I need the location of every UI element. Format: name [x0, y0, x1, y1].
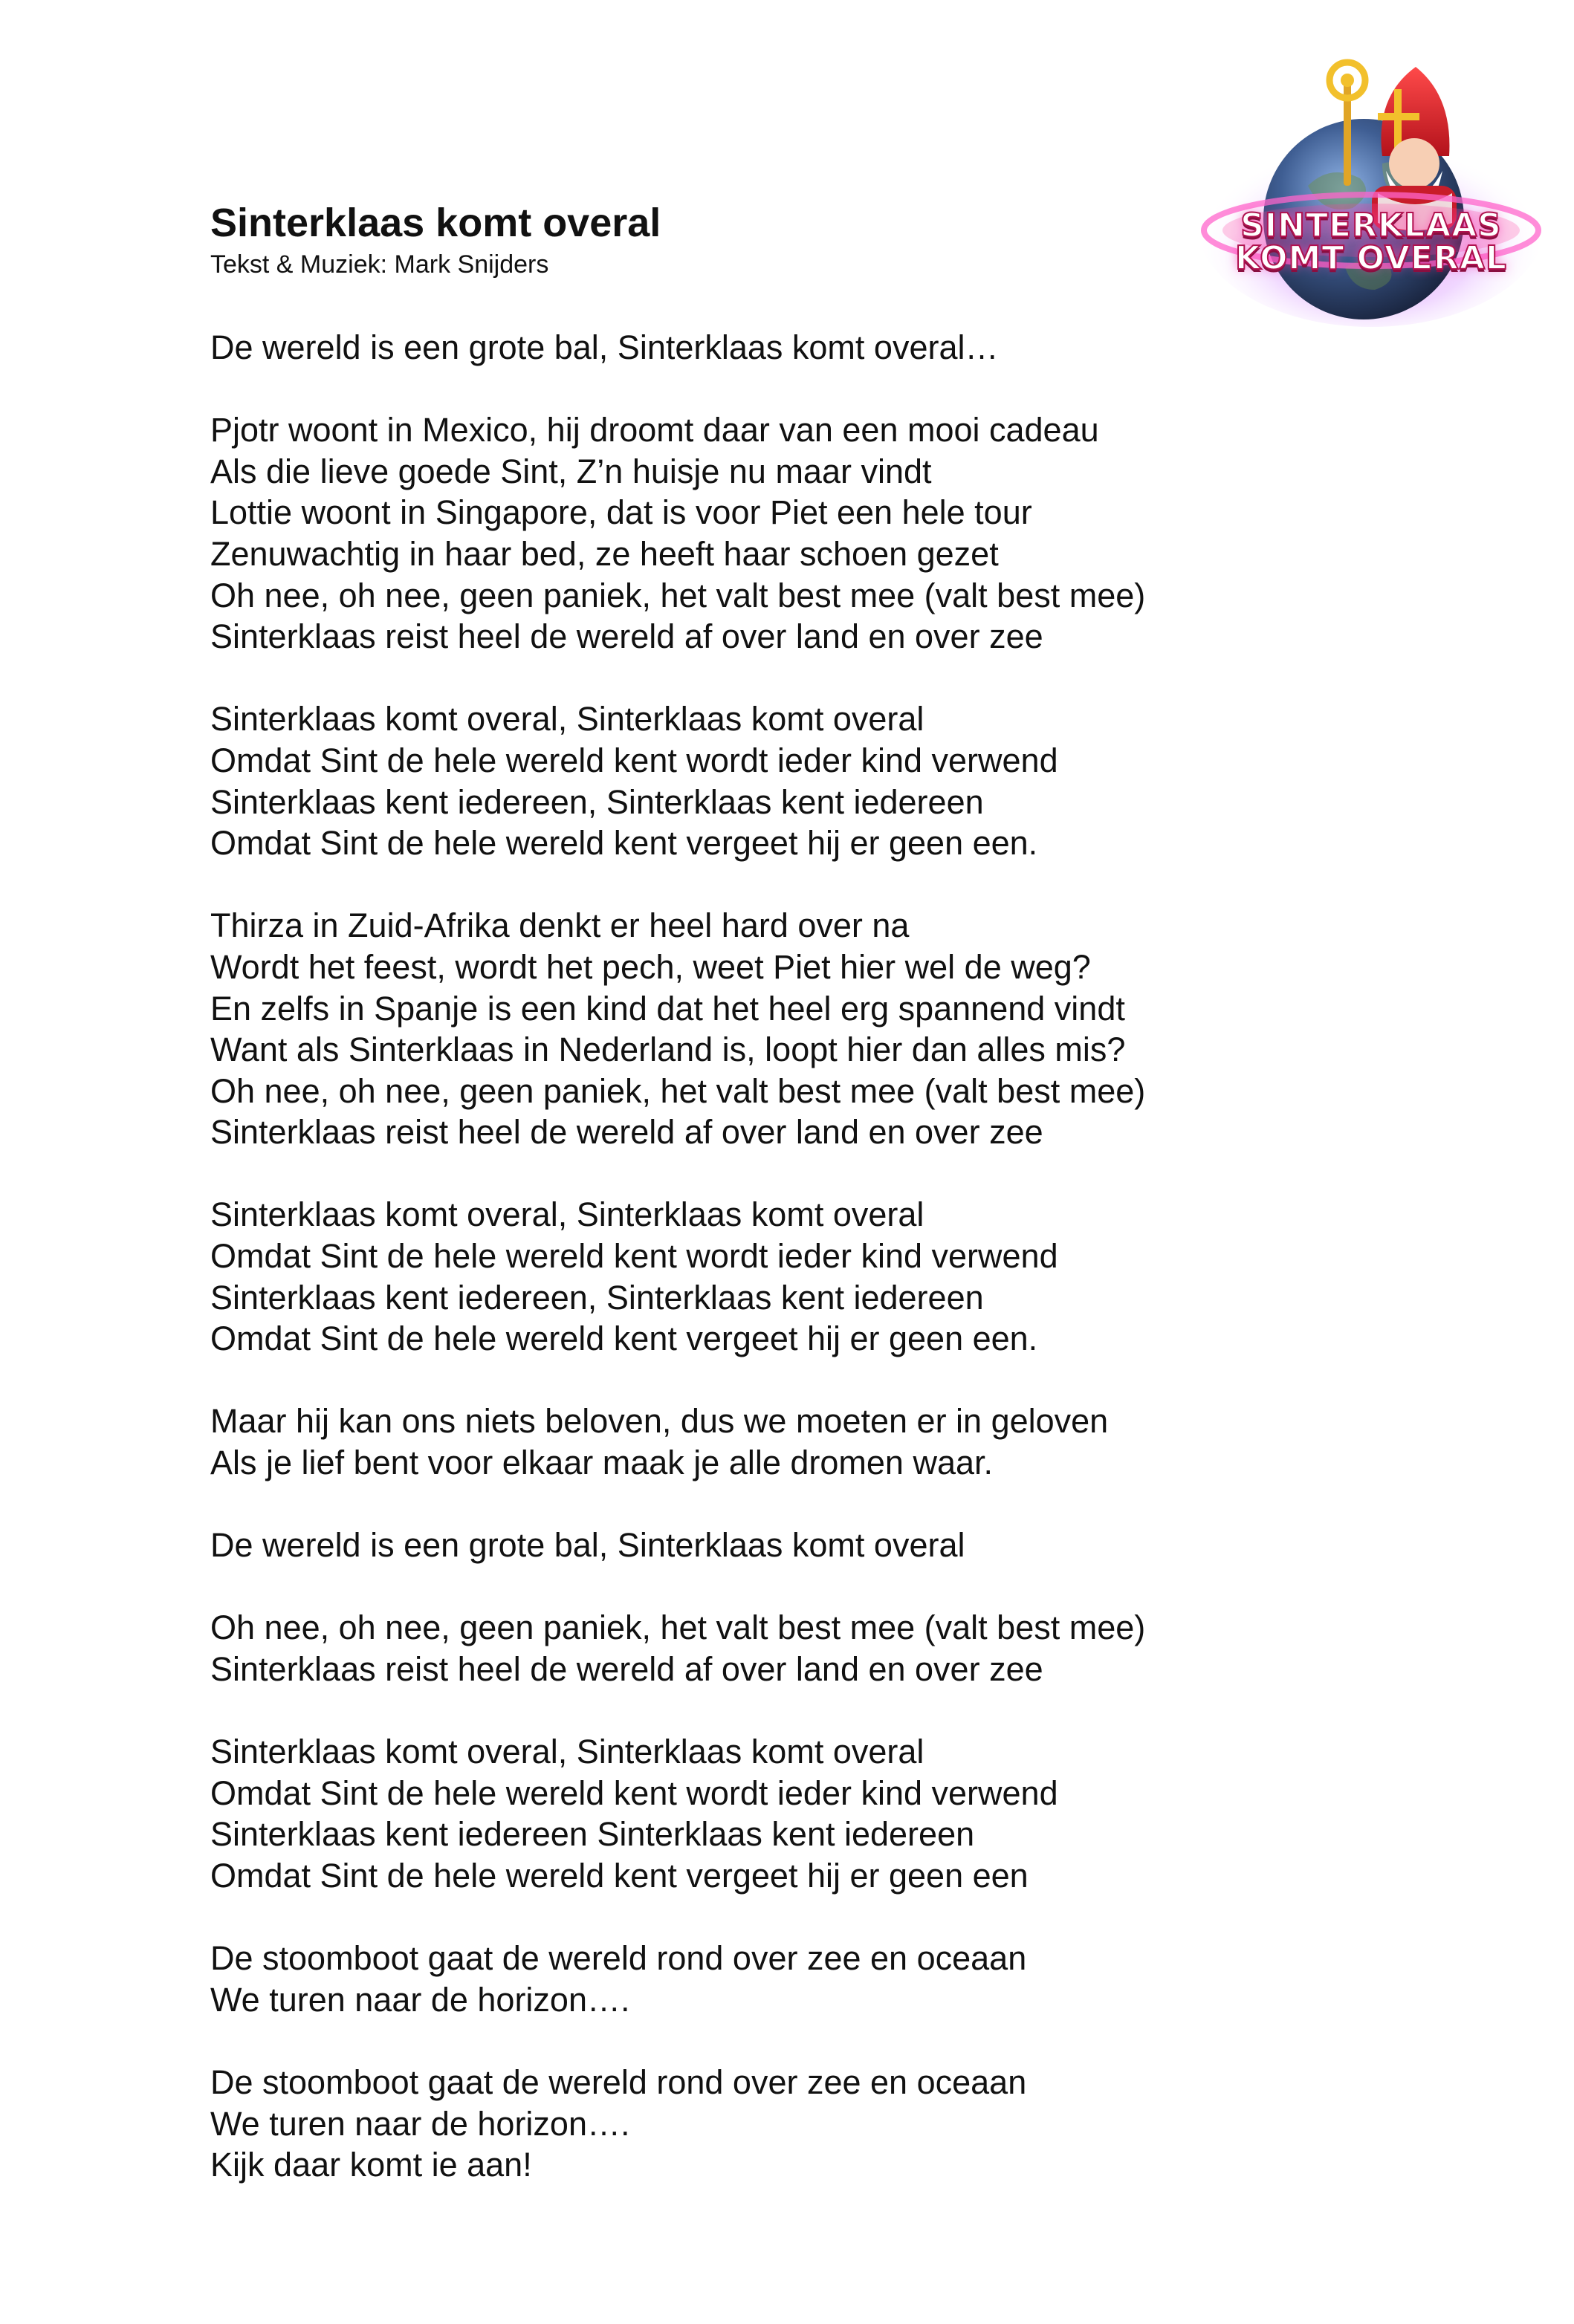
lyric-line: Sinterklaas kent iedereen Sinterklaas kent iedereen — [210, 1815, 975, 1854]
lyric-line: Maar hij kan ons niets beloven, dus we moeten er in geloven — [210, 1402, 1109, 1441]
lyric-line: Wordt het feest, wordt het pech, weet Piet hier wel de weg? — [210, 947, 1091, 986]
lyric-line: Lottie woont in Singapore, dat is voor Piet een hele tour — [210, 493, 1032, 532]
lyric-stanza — [210, 1607, 1251, 1690]
song-title: Sinterklaas komt overal — [210, 201, 661, 245]
lyric-stanza — [210, 2062, 1251, 2186]
lyric-line: Omdat Sint de hele wereld kent wordt ieder kind verwend — [210, 1773, 1058, 1812]
globe-logo-graphic — [1196, 45, 1546, 327]
lyric-line: Sinterklaas komt overal, Sinterklaas komt overal — [210, 700, 924, 739]
logo-text-line1: SINTERKLAAS — [1240, 207, 1502, 244]
lyric-line: De wereld is een grote bal, Sinterklaas komt overal… — [210, 328, 999, 366]
lyric-line: Omdat Sint de hele wereld kent vergeet hij er geen een. — [210, 1320, 1038, 1358]
logo-text-line2: KOMT OVERAL — [1235, 239, 1507, 277]
lyric-stanza — [210, 1938, 1251, 2020]
lyric-line: Zenuwachtig in haar bed, ze heeft haar schoen gezet — [210, 534, 999, 573]
lyric-line: Thirza in Zuid-Afrika denkt er heel hard over na — [210, 906, 910, 945]
lyric-line: Pjotr woont in Mexico, hij droomt daar van een mooi cadeau — [210, 411, 1099, 449]
lyric-stanza — [210, 1194, 1251, 1359]
lyrics-body — [210, 327, 1251, 2227]
lyric-line: Oh nee, oh nee, geen paniek, het valt best mee (valt best mee) — [210, 576, 1146, 614]
lyric-line: Kijk daar komt ie aan! — [210, 2146, 532, 2184]
lyric-stanza — [210, 327, 1251, 369]
lyric-line: We turen naar de horizon…. — [210, 2104, 630, 2143]
song-credits: Tekst & Muziek: Mark Snijders — [210, 250, 549, 279]
lyric-line: Sinterklaas komt overal, Sinterklaas komt overal — [210, 1733, 924, 1771]
lyric-stanza — [210, 1400, 1251, 1483]
lyric-line: Omdat Sint de hele wereld kent vergeet hij er geen een. — [210, 824, 1038, 863]
lyric-stanza — [210, 409, 1251, 658]
lyric-line: Omdat Sint de hele wereld kent wordt ieder kind verwend — [210, 741, 1058, 779]
sinterklaas-logo — [1196, 45, 1546, 327]
lyric-stanza — [210, 1731, 1251, 1896]
lyric-line: De wereld is een grote bal, Sinterklaas komt overal — [210, 1526, 965, 1565]
lyric-line: Sinterklaas reist heel de wereld af over land en over zee — [210, 617, 1043, 656]
lyric-line: Als die lieve goede Sint, Z’n huisje nu maar vindt — [210, 452, 932, 490]
lyric-line: En zelfs in Spanje is een kind dat het heel erg spannend vindt — [210, 989, 1125, 1028]
lyric-line: Oh nee, oh nee, geen paniek, het valt best mee (valt best mee) — [210, 1609, 1146, 1647]
lyric-line: De stoomboot gaat de wereld rond over zee en oceaan — [210, 1939, 1027, 1978]
lyric-stanza — [210, 1525, 1251, 1566]
lyric-stanza — [210, 905, 1251, 1153]
lyric-line: Omdat Sint de hele wereld kent vergeet hij er geen een — [210, 1856, 1029, 1895]
lyric-line: De stoomboot gaat de wereld rond over zee en oceaan — [210, 2062, 1027, 2101]
lyric-line: Omdat Sint de hele wereld kent wordt ieder kind verwend — [210, 1237, 1058, 1276]
lyric-line: We turen naar de horizon…. — [210, 1980, 630, 2019]
lyric-line: Sinterklaas reist heel de wereld af over land en over zee — [210, 1650, 1043, 1688]
lyric-line: Als je lief bent voor elkaar maak je alle dromen waar. — [210, 1444, 994, 1482]
lyric-line: Sinterklaas kent iedereen, Sinterklaas kent iedereen — [210, 1278, 984, 1317]
lyric-line: Sinterklaas komt overal, Sinterklaas komt overal — [210, 1195, 924, 1234]
lyric-line: Oh nee, oh nee, geen paniek, het valt best mee (valt best mee) — [210, 1071, 1146, 1110]
lyric-line: Want als Sinterklaas in Nederland is, loopt hier dan alles mis? — [210, 1030, 1126, 1069]
lyric-stanza — [210, 698, 1251, 863]
lyric-line: Sinterklaas reist heel de wereld af over land en over zee — [210, 1113, 1043, 1152]
lyric-line: Sinterklaas kent iedereen, Sinterklaas kent iedereen — [210, 782, 984, 821]
